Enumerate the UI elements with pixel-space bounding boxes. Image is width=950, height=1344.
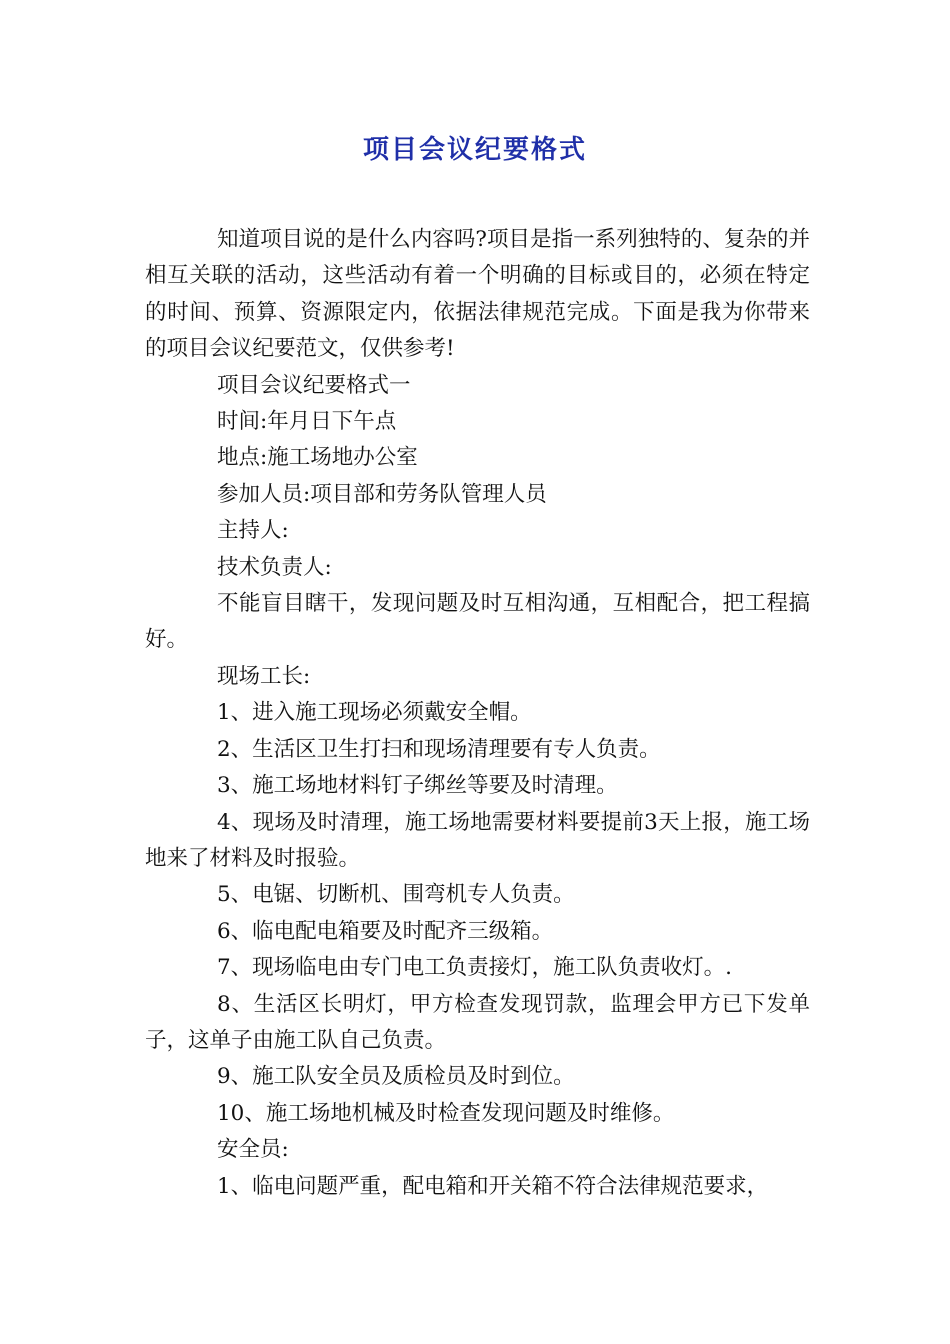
list-item: 3、施工场地材料钉子绑丝等要及时清理。 [217, 773, 618, 799]
meeting-host: 主持人: [217, 518, 289, 544]
list-item: 4、现场及时清理，施工场地需要材料要提前3天上报，施工场地来了材料及时报验。 [145, 809, 810, 871]
list-item: 8、生活区长明灯，甲方检查发现罚款，监理会甲方已下发单子，这单子由施工队自己负责。 [145, 991, 810, 1053]
list-item: 1、临电问题严重，配电箱和开关箱不符合法律规范要求， [217, 1173, 769, 1199]
site-foreman-label: 现场工长: [217, 663, 311, 689]
list-item: 1、进入施工现场必须戴安全帽。 [217, 700, 532, 726]
list-item: 2、生活区卫生打扫和现场清理要有专人负责。 [217, 736, 661, 762]
document-body [145, 222, 810, 1205]
meeting-location: 地点:施工场地办公室 [217, 445, 418, 471]
list-item: 6、临电配电箱要及时配齐三级箱。 [217, 918, 554, 944]
list-item: 10、施工场地机械及时检查发现问题及时维修。 [217, 1100, 675, 1126]
list-item: 7、现场临电由专门电工负责接灯，施工队负责收灯。. [217, 955, 733, 981]
meeting-time: 时间:年月日下午点 [217, 409, 397, 435]
intro-paragraph: 知道项目说的是什么内容吗?项目是指一系列独特的、复杂的并相互关联的活动，这些活动有着一个明确的目标或目的，必须在特定的时间、预算、资源限定内，依据法律规范完成。下面是我为你带来的项目会议纪要范文，仅供参考! [145, 227, 810, 362]
technical-lead-label: 技术负责人: [217, 554, 332, 580]
safety-officer-label: 安全员: [217, 1137, 289, 1163]
meeting-attendees: 参加人员:项目部和劳务队管理人员 [217, 481, 547, 507]
section-heading: 项目会议纪要格式一 [217, 372, 411, 398]
list-item: 9、施工队安全员及质检员及时到位。 [217, 1064, 575, 1090]
document-title: 项目会议纪要格式 [362, 135, 587, 165]
technical-lead-remarks: 不能盲目瞎干，发现问题及时互相沟通，互相配合，把工程搞好。 [145, 591, 810, 653]
list-item: 5、电锯、切断机、围弯机专人负责。 [217, 882, 575, 908]
